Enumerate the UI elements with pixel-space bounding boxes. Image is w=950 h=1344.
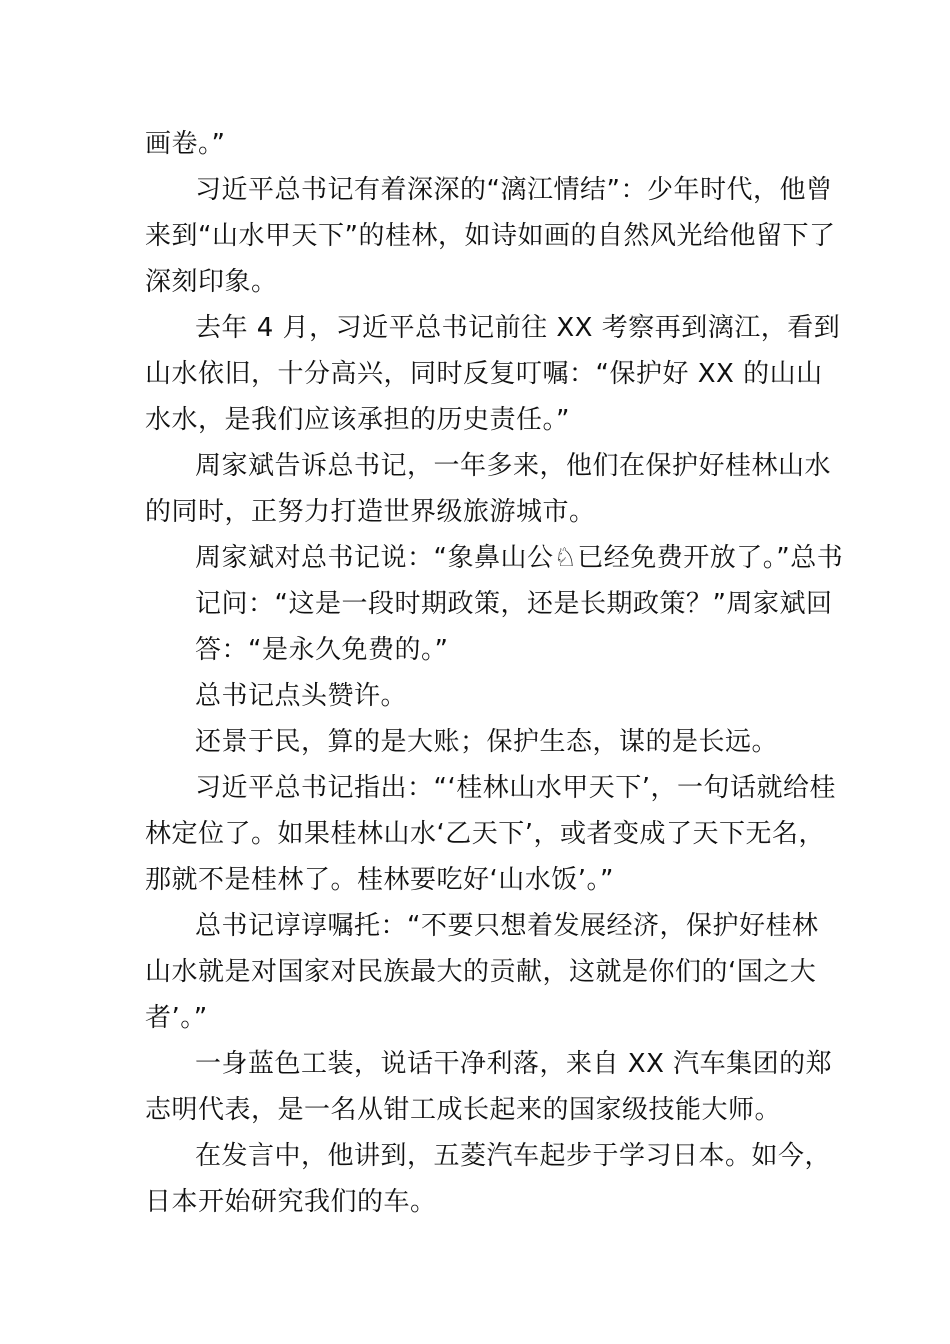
text-line-24: 日本开始研究我们的车。 [145,1187,437,1217]
text-line-7: 水水，是我们应该承担的历史责任。” [145,405,570,435]
text-line-6: 山水依旧，十分高兴，同时反复叮嘱：“保护好 XX 的山山 [145,359,823,389]
text-line-11: 记问：“这是一段时期政策，还是长期政策？”周家斌回 [195,589,833,619]
text-line-21: 一身蓝色工装，说话干净利落，来自 XX 汽车集团的郑 [195,1049,833,1079]
text-line-4: 深刻印象。 [145,267,278,297]
text-line-22: 志明代表，是一名从钳工成长起来的国家级技能大师。 [145,1095,782,1125]
text-line-3: 来到“山水甲天下”的桂林，如诗如画的自然风光给他留下了 [145,221,836,251]
text-line-20: 者’。” [145,1003,208,1033]
text-line-19: 山水就是对国家对民族最大的贡献，这就是你们的‘国之大 [145,957,817,987]
text-line-12: 答：“是永久免费的。” [195,635,449,665]
text-line-23: 在发言中，他讲到，五菱汽车起步于学习日本。如今， [195,1141,832,1171]
text-line-17: 那就不是桂林了。桂林要吃好‘山水饭’。” [145,865,614,895]
text-line-13: 总书记点头赞许。 [195,681,408,711]
text-line-15: 习近平总书记指出：“‘桂林山水甲天下’，一句话就给桂 [195,773,836,803]
text-line-10: 周家斌对总书记说：“象鼻山公♘已经免费开放了。”总书 [195,543,844,573]
text-line-5: 去年 4 月，习近平总书记前往 XX 考察再到漓江，看到 [195,313,841,343]
text-line-16: 林定位了。如果桂林山水‘乙天下’，或者变成了天下无名， [145,819,826,849]
text-line-18: 总书记谆谆嘱托：“不要只想着发展经济，保护好桂林 [195,911,819,941]
text-line-1: 画卷。” [145,129,226,159]
text-line-9: 的同时，正努力打造世界级旅游城市。 [145,497,596,527]
text-line-2: 习近平总书记有着深深的“漓江情结”：少年时代，他曾 [195,175,833,205]
text-line-14: 还景于民，算的是大账；保护生态，谋的是长远。 [195,727,779,757]
text-line-8: 周家斌告诉总书记，一年多来，他们在保护好桂林山水 [195,451,832,481]
